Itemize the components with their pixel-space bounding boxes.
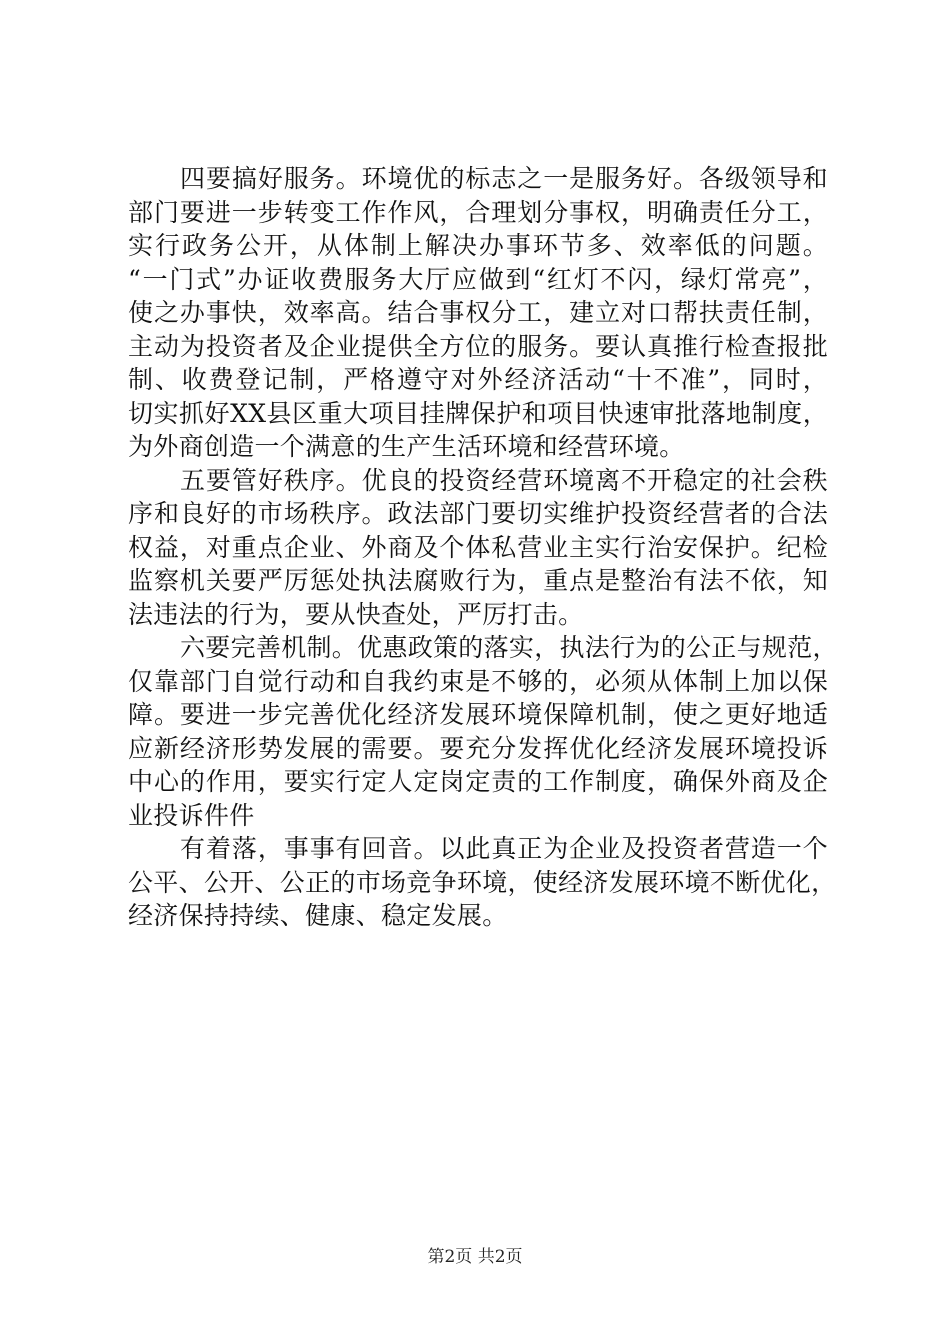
text-line: 制、收费登记制，严格遵守对外经济活动“十不准”，同时， xyxy=(128,365,828,394)
text-line: 切实抓好XX县区重大项目挂牌保护和项目快速审批落地制度， xyxy=(128,398,828,428)
text-line: 主动为投资者及企业提供全方位的服务。要认真推行检查报批 xyxy=(128,331,828,361)
text-line: 监察机关要严厉惩处执法腐败行为，重点是整治有法不依，知 xyxy=(128,566,828,595)
text-line: 序和良好的市场秩序。政法部门要切实维护投资经营者的合法 xyxy=(128,499,828,528)
text-line: 为外商创造一个满意的生产生活环境和经营环境。 xyxy=(128,432,685,461)
text-line: 实行政务公开，从体制上解决办事环节多、效率低的问题。 xyxy=(128,231,828,260)
text-line: 经济保持持续、健康、稳定发展。 xyxy=(128,901,508,930)
text-line: 障。要进一步完善优化经济发展环境保障机制，使之更好地适 xyxy=(128,700,828,729)
text-line: 使之办事快，效率高。结合事权分工，建立对口帮扶责任制， xyxy=(128,298,828,327)
text-line: 法违法的行为，要从快查处，严厉打击。 xyxy=(128,599,584,629)
text-line: 中心的作用，要实行定人定岗定责的工作制度，确保外商及企 xyxy=(128,767,828,796)
text-line: 权益，对重点企业、外商及个体私营业主实行治安保护。纪检 xyxy=(128,532,828,562)
text-line: 五要管好秩序。优良的投资经营环境离不开稳定的社会秩 xyxy=(180,465,828,495)
text-line: 应新经济形势发展的需要。要充分发挥优化经济发展环境投诉 xyxy=(128,733,828,763)
text-line: 公平、公开、公正的市场竞争环境，使经济发展环境不断优化， xyxy=(128,867,837,897)
document-body xyxy=(128,162,838,933)
text-line: 有着落，事事有回音。以此真正为企业及投资者营造一个 xyxy=(180,834,828,863)
text-line: 四要搞好服务。环境优的标志之一是服务好。各级领导和 xyxy=(180,164,828,193)
text-line: 部门要进一步转变工作作风，合理划分事权，明确责任分工， xyxy=(128,197,828,227)
text-line: “一门式”办证收费服务大厅应做到“红灯不闪，绿灯常亮”， xyxy=(128,264,828,294)
page-number-footer: 第2页 共2页 xyxy=(427,1247,523,1267)
text-line: 仅靠部门自觉行动和自我约束是不够的，必须从体制上加以保 xyxy=(128,666,828,696)
text-line: 业投诉件件 xyxy=(128,800,255,830)
text-line: 六要完善机制。优惠政策的落实，执法行为的公正与规范， xyxy=(180,633,838,662)
